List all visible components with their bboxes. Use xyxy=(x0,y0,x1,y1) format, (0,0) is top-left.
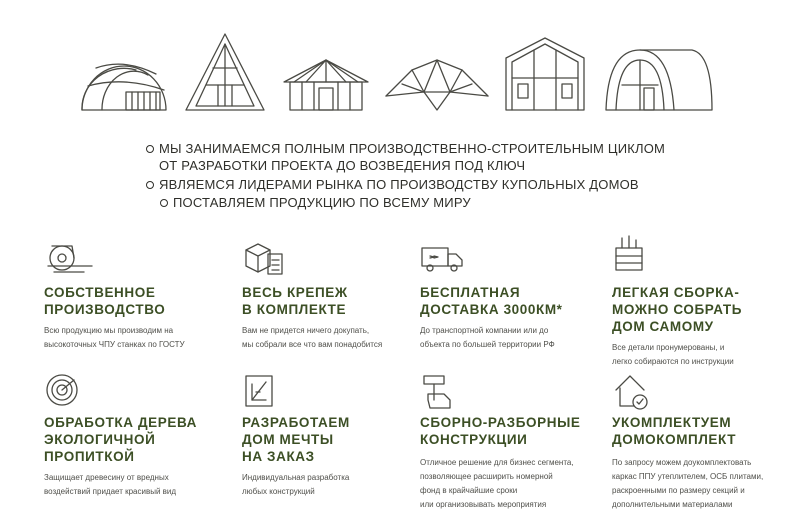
feature-description: Отличное решение для бизнес сегмента, позволяющее расширить номерной фонд в крайчайшие сроки или организовывать мероприятия xyxy=(420,458,574,509)
feature-description: Индивидуальная разработка любых конструкций xyxy=(242,473,350,496)
feature-title: ВЕСЬ КРЕПЕЖ В КОМПЛЕКТЕ xyxy=(242,285,348,317)
feature-card xyxy=(420,370,600,512)
dome-house-icon xyxy=(76,30,172,116)
feature-title: РАЗРАБОТАЕМ ДОМ МЕЧТЫ НА ЗАКАЗ xyxy=(242,415,350,464)
feature-title: БЕСПЛАТНАЯ ДОСТАВКА 3000КМ* xyxy=(420,285,563,317)
feature-description: Всю продукцию мы производим на высокоточных ЧПУ станках по ГОСТУ xyxy=(44,326,185,349)
barn-house-icon xyxy=(500,30,590,116)
list-item-text: ПОСТАВЛЯЕМ ПРОДУКЦИЮ ПО ВСЕМУ МИРУ xyxy=(173,195,471,210)
feature-title: ЛЕГКАЯ СБОРКА- МОЖНО СОБРАТЬ ДОМ САМОМУ xyxy=(612,285,743,334)
feature-card xyxy=(242,236,422,352)
house-check-icon xyxy=(612,370,664,414)
feature-card xyxy=(242,370,422,499)
a-frame-house-icon xyxy=(180,30,270,116)
feature-description: Все детали пронумерованы, и легко собираются по инструкции xyxy=(612,343,734,366)
feature-card xyxy=(612,232,792,369)
feature-card xyxy=(612,370,792,512)
bullet-circle-icon xyxy=(160,199,168,207)
yurt-icon xyxy=(276,30,376,116)
delivery-truck-icon xyxy=(420,236,472,280)
drafting-tools-icon xyxy=(242,370,294,414)
bullet-circle-icon xyxy=(146,181,154,189)
list-item-text: МЫ ЗАНИМАЕМСЯ ПОЛНЫМ ПРОИЗВОДСТВЕННО-СТРОИТЕЛЬНЫМ ЦИКЛОМ ОТ РАЗРАБОТКИ ПРОЕКТА ДО ВОЗВЕДЕНИЯ ПОД КЛЮЧ xyxy=(159,141,666,173)
list-item xyxy=(160,194,706,211)
list-item xyxy=(146,140,706,174)
feature-title: СБОРНО-РАЗБОРНЫЕ КОНСТРУКЦИИ xyxy=(420,415,581,447)
list-item-text: ЯВЛЯЕМСЯ ЛИДЕРАМИ РЫНКА ПО ПРОИЗВОДСТВУ КУПОЛЬНЫХ ДОМОВ xyxy=(159,177,639,192)
feature-card xyxy=(420,236,600,352)
wood-rings-icon xyxy=(44,370,96,414)
hammer-hand-icon xyxy=(420,370,472,414)
arch-house-icon xyxy=(600,30,720,116)
feature-card xyxy=(44,236,224,352)
feature-description: Защищает древесину от вредных воздействий придает красивый вид xyxy=(44,473,177,496)
boxes-checklist-icon xyxy=(242,236,294,280)
circular-saw-icon xyxy=(44,236,96,280)
feature-title: ОБРАБОТКА ДЕРЕВА ЭКОЛОГИЧНОЙ ПРОПИТКОЙ xyxy=(44,415,198,464)
feature-description: До транспортной компании или до объекта по большей территории РФ xyxy=(420,326,555,349)
wooden-parts-icon xyxy=(612,232,664,276)
feature-description: По запросу можем доукомплектовать каркас ППУ утеплителем, ОСБ плитами, раскроенными по размеру секций и дополнительными материалами xyxy=(612,458,764,509)
feature-card xyxy=(44,370,224,499)
bullet-circle-icon xyxy=(146,145,154,153)
house-types-row xyxy=(76,30,726,116)
feature-title: СОБСТВЕННОЕ ПРОИЗВОДСТВО xyxy=(44,285,166,317)
list-item xyxy=(146,176,706,193)
feature-description: Вам не придется ничего докупать, мы собрали все что вам понадобится xyxy=(242,326,383,349)
geodesic-tent-icon xyxy=(382,30,492,116)
feature-title: УКОМПЛЕКТУЕМ ДОМОКОМПЛЕКТ xyxy=(612,415,737,447)
